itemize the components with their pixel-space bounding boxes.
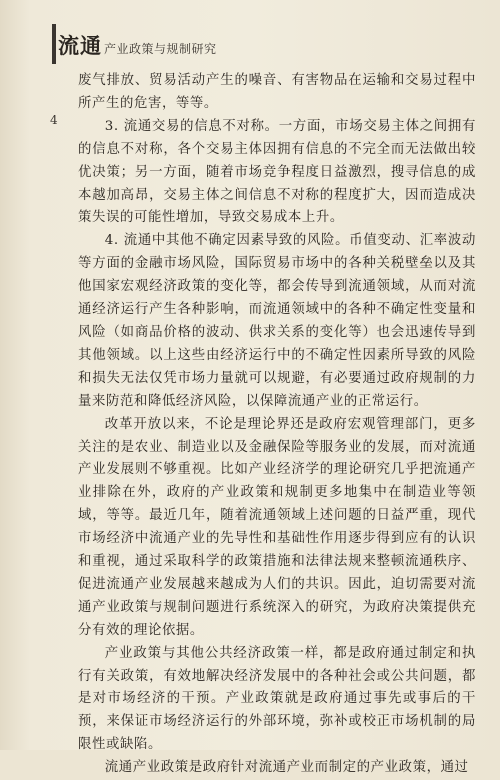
paragraph: 废气排放、贸易活动产生的噪音、有害物品在运输和交易过程中所产生的危害，等等。 — [78, 73, 476, 111]
paragraph: 改革开放以来，不论是理论界还是政府宏观管理部门，更多关注的是农业、制造业以及金融保险等服务业的发展，而对流通产业发展则不够重视。比如产业经济学的理论研究几乎把流通产业排除在外，政府的产业政策和规制更多地集中在制造业等领域，等等。最近几年，随着流通领域上述问题的日益严重，现代市场经济中流通产业的先导性和基础性作用逐步得到应有的认识和重视，通过采取科学的政策措施和法律法规来整顿流通秩序、促进流通产业发展越来越成为人们的共识。因此，迫切需要对流通产业政策与规制问题进行系统深入的研究，为政府决策提供充分有效的理论依据。 — [78, 416, 476, 638]
page-number: 4 — [50, 113, 58, 127]
paragraph: 产业政策与其他公共经济政策一样，都是政府通过制定和执行有关政策，有效地解决经济发展中的各种社会或公共问题，都是对市场经济的干预。产业政策就是政府通过事先或事后的干预，来保证市场经济运行的外部环境，弥补或校正市场机制的局限性或缺陷。 — [78, 645, 476, 753]
paragraph: 流通产业政策是政府针对流通产业而制定的产业政策，通过 — [104, 760, 469, 776]
header-title-main: 流通 — [58, 33, 102, 58]
running-header — [58, 30, 217, 58]
header-title-sub: 产业政策与规制研究 — [104, 42, 217, 56]
body-text — [78, 70, 476, 780]
paragraph: 3. 流通交易的信息不对称。一方面，市场交易主体之间拥有的信息不对称，各个交易主体因拥有信息的不完全而无法做出较优决策；另一方面，随着市场竞争程度日益激烈，搜寻信息的成本越加高昂，交易主体之间信息不对称的程度扩大，因而造成决策失误的可能性增加，导致交易成本上升。 — [78, 118, 476, 226]
paragraph: 4. 流通中其他不确定因素导致的风险。币值变动、汇率波动等方面的金融市场风险，国际贸易市场中的各种关税壁垒以及其他国家宏观经济政策的变化等，都会传导到流通领域，从而对流通经济运行产生各种影响，而流通领域中的各种不确定性变量和风险（如商品价格的波动、供求关系的变化等）也会迅速传导到其他领域。以上这些由经济运行中的不确定性因素所导致的风险和损失无法仅凭市场力量就可以规避，有必要通过政府规制的力量来防范和降低经济风险，以保障流通产业的正常运行。 — [78, 233, 476, 409]
header-rule — [52, 24, 56, 64]
